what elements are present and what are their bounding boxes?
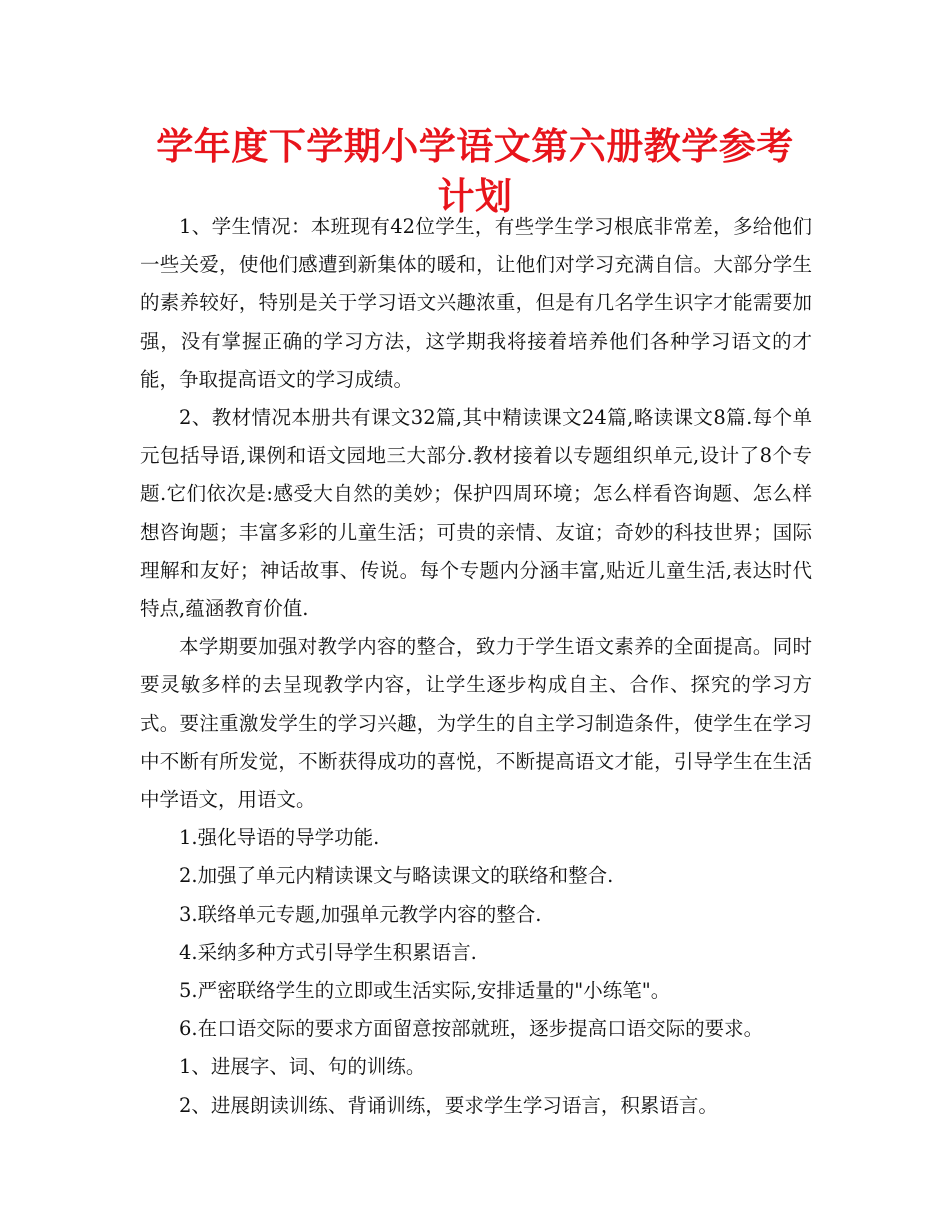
list-item: 4.采纳多种方式引导学生积累语言. <box>179 940 477 964</box>
paragraph-semester-goals: 本学期要加强对教学内容的整合，致力于学生语文素养的全面提高。同时要灵敏多样的去呈现教学内容，让学生逐步构成自主、合作、探究的学习方式。要注重激发学生的学习兴趣，为学生的自主学习制造条件，使学生在学习中不断有所发觉，不断获得成功的喜悦，不断提高语文才能，引导学生在生活中学语文，用语文。 <box>140 635 812 812</box>
document-title: 学年度下学期小学语文第六册教学参考计划 <box>156 125 794 218</box>
list-item: 5.严密联络学生的立即或生活实际,安排适量的"小练笔"。 <box>179 979 671 1003</box>
list-item: 3.联络单元专题,加强单元教学内容的整合. <box>179 902 542 926</box>
list-item: 2.加强了单元内精读课文与略读课文的联络和整合. <box>179 864 614 888</box>
list-item: 6.在口语交际的要求方面留意按部就班，逐步提高口语交际的要求。 <box>179 1017 764 1041</box>
list-item: 2、进展朗读训练、背诵训练，要求学生学习语言，积累语言。 <box>179 1093 718 1117</box>
list-item: 1、进展字、词、句的训练。 <box>179 1055 426 1079</box>
document-body <box>140 208 812 1125</box>
paragraph-student-situation: 1、学生情况：本班现有42位学生，有些学生学习根底非常差，多给他们一些关爱，使他们感遭到新集体的暖和，让他们对学习充满自信。大部分学生的素养较好，特别是关于学习语文兴趣浓重，但是有几名学生识字才能需要加强，没有掌握正确的学习方法，这学期我将接着培养他们各种学习语文的才能，争取提高语文的学习成绩。 <box>140 215 812 391</box>
list-item: 1.强化导语的导学功能. <box>179 826 380 850</box>
paragraph-textbook-situation: 2、教材情况本册共有课文32篇,其中精读课文24篇,略读课文8篇.每个单元包括导语,课例和语文园地三大部分.教材接着以专题组织单元,设计了8个专题.它们依次是:感受大自然的美妙；保护四周环境；怎么样看咨询题、怎么样想咨询题；丰富多彩的儿童生活；可贵的亲情、友谊；奇妙的科技世界；国际理解和友好；神话故事、传说。每个专题内分涵丰富,贴近儿童生活,表达时代特点,蕴涵教育价值. <box>140 406 812 621</box>
